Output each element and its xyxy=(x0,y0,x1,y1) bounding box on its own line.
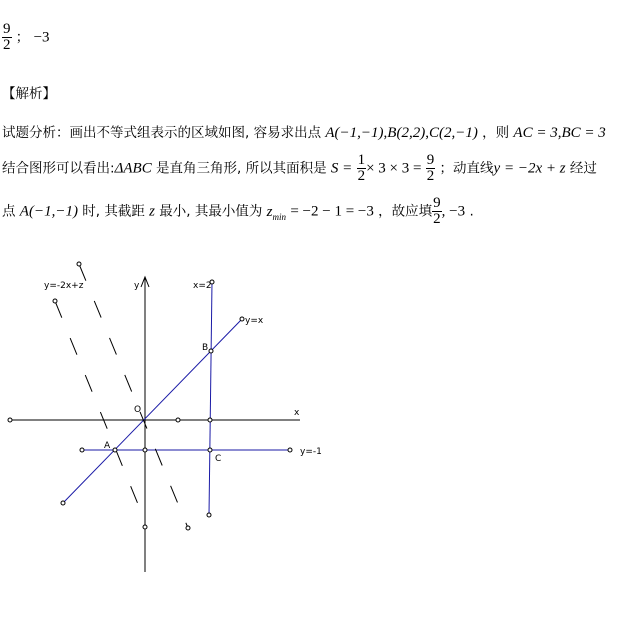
z-min: $z_{min}$ xyxy=(266,203,287,222)
y-axis-end-dot xyxy=(143,525,147,529)
fraction-one-half: $\frac{1}{2}$ xyxy=(357,152,366,184)
line-x-eq-2 xyxy=(209,282,212,515)
ac-length: AC = 3 xyxy=(513,125,558,141)
line-x-eq-2-end-dot-2 xyxy=(207,513,211,517)
dashed-line-1 xyxy=(55,301,140,509)
point-b-axis-dot xyxy=(208,418,212,422)
answer-line xyxy=(2,22,50,53)
label-x-axis: x xyxy=(294,408,300,418)
line-y-eq-neg1-end-dot-1 xyxy=(80,448,84,452)
answer-fraction: $\frac{9}{2}$ xyxy=(3,21,11,53)
label-dashed-line: y=-2x+z xyxy=(44,281,84,291)
label-y-eq-x: y=x xyxy=(245,316,264,326)
point-a-dot xyxy=(113,448,117,452)
analysis-line-1: 试题分析：画出不等式组表示的区域如图, 容易求出点 A(−1,−1),B(2,2),C(2,−1) ，则 AC = 3,BC = 3 xyxy=(2,125,606,141)
analysis-line-3: 点 A(−1,−1) 时, 其截距 z 最小, 其最小值为 $z_{min} = -2 - 1 = -3$ ，故应填 $\frac{9}{2}$ , −3 . xyxy=(2,195,474,227)
line-y-eq-x xyxy=(63,319,242,503)
triangle-abc: ΔABC xyxy=(114,160,152,177)
bc-length: BC = 3 xyxy=(561,125,606,141)
fraction-answer: $\frac{9}{2}$ xyxy=(433,195,441,227)
analysis-line-2: 结合图形可以看出:ΔABC 是直角三角形, 所以其面积是 S = $\frac{1}{2}$ × 3 × 3 = $\frac{9}{2}$ ；动直线y = −2x + z 经过 xyxy=(2,152,597,184)
fraction-nine-half: $\frac{9}{2}$ xyxy=(426,152,435,184)
line-y-eq-x-end-dot-2 xyxy=(240,317,244,321)
point-a-coord: A(−1,−1) xyxy=(325,125,384,141)
x-axis-tick-dot xyxy=(176,418,180,422)
dashed-line-2 xyxy=(79,264,188,528)
dashed-line-1-start-dot xyxy=(53,299,57,303)
point-c-coord: C(2,−1) xyxy=(428,125,478,141)
figure-group xyxy=(8,262,300,572)
region-figure xyxy=(0,227,630,627)
label-x-eq-2: x=2 xyxy=(193,281,212,291)
line-y-eq-x-end-dot-1 xyxy=(61,501,65,505)
x-axis-end-dot xyxy=(8,418,12,422)
analysis-heading: 【解析】 xyxy=(2,86,56,102)
point-c-dot xyxy=(208,448,212,452)
label-y-eq-neg1: y=-1 xyxy=(300,447,322,457)
moving-line-eq: y = −2x + z xyxy=(493,160,566,177)
intersect-dot xyxy=(143,448,147,452)
label-y-axis: y xyxy=(134,281,140,291)
label-origin: O xyxy=(134,405,142,415)
answer-separator: ； xyxy=(15,29,30,46)
point-b-coord: B(2,2) xyxy=(387,125,426,141)
point-b-dot xyxy=(209,349,213,353)
line-y-eq-neg1-end-dot-2 xyxy=(288,448,292,452)
dashed-line-2-end-dot xyxy=(186,526,190,530)
label-point-b: B xyxy=(202,343,209,353)
answer-second: −3 xyxy=(33,29,50,46)
dashed-line-2-start-dot xyxy=(77,262,81,266)
label-point-a: A xyxy=(104,441,111,451)
label-point-c: C xyxy=(215,454,222,464)
